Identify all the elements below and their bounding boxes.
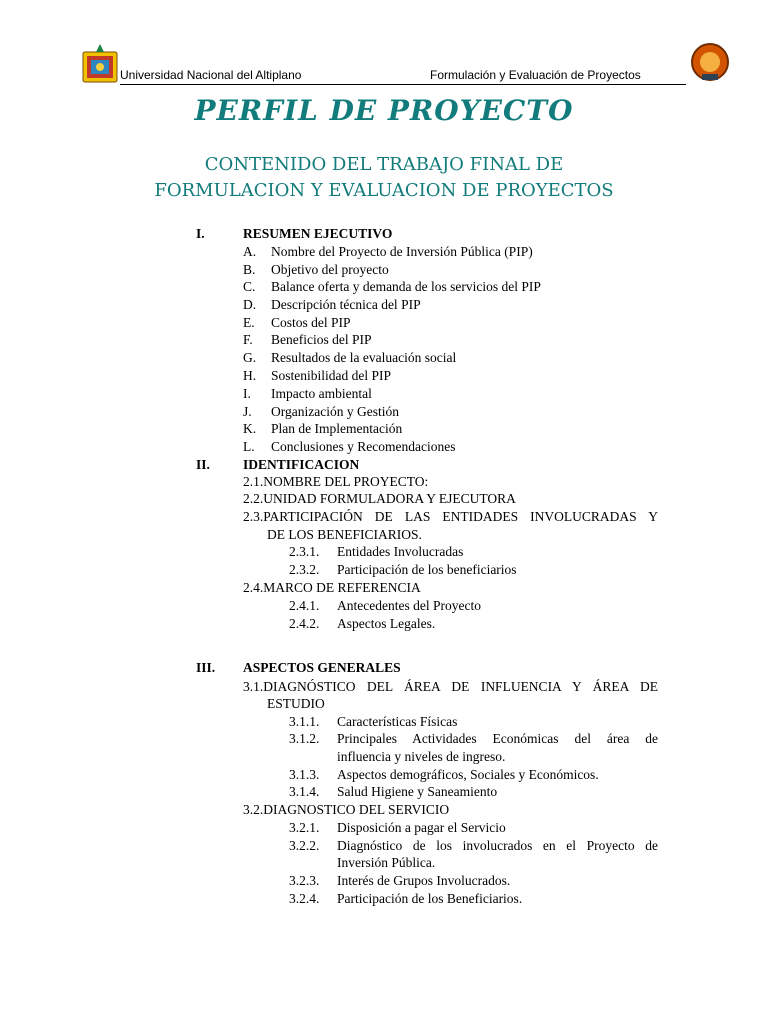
list-item-key: D. [243, 297, 257, 312]
list-item: 2.1.NOMBRE DEL PROYECTO: [243, 474, 429, 489]
page-subtitle [100, 152, 668, 204]
list-item: Objetivo del proyecto [271, 262, 389, 277]
section-number: I. [196, 226, 205, 241]
list-item-continuation: ESTUDIO [267, 696, 325, 711]
list-item: Costos del PIP [271, 315, 351, 330]
sub-item-continuation: influencia y niveles de ingreso. [337, 749, 506, 764]
list-item-key: H. [243, 368, 257, 383]
section-number: III. [196, 660, 216, 675]
sub-item: Disposición a pagar el Servicio [337, 820, 506, 835]
sub-item: Aspectos demográficos, Sociales y Económicos. [337, 767, 599, 782]
list-item: Balance oferta y demanda de los servicios del PIP [271, 279, 541, 294]
list-item-key: A. [243, 244, 257, 259]
header-rule [120, 84, 686, 85]
list-item: Impacto ambiental [271, 386, 372, 401]
list-item-key: I. [243, 386, 251, 401]
list-item: 2.4.MARCO DE REFERENCIA [243, 580, 421, 595]
list-item: 2.2.UNIDAD FORMULADORA Y EJECUTORA [243, 491, 516, 506]
list-item-key: E. [243, 315, 255, 330]
sub-item: Entidades Involucradas [337, 544, 464, 559]
page-header [80, 38, 740, 88]
sub-item-key: 2.3.2. [289, 562, 320, 577]
sub-item-key: 3.2.4. [289, 891, 320, 906]
subtitle-line-2: FORMULACION Y EVALUACION DE PROYECTOS [154, 180, 614, 201]
sub-item: Participación de los Beneficiarios. [337, 891, 523, 906]
section-number: II. [196, 457, 210, 472]
header-course: Formulación y Evaluación de Proyectos [430, 68, 641, 82]
sub-item-key: 3.1.2. [289, 731, 320, 746]
list-item: Nombre del Proyecto de Inversión Pública (PIP) [271, 244, 533, 259]
list-item: Beneficios del PIP [271, 332, 372, 347]
sub-item: Salud Higiene y Saneamiento [337, 784, 498, 799]
university-crest-logo [80, 42, 120, 84]
sub-item: Diagnóstico de los involucrados en el Proyecto de [337, 838, 658, 853]
list-item: Descripción técnica del PIP [271, 297, 421, 312]
faculty-logo [688, 40, 732, 84]
list-item: 3.2.DIAGNOSTICO DEL SERVICIO [243, 802, 450, 817]
page-title: PERFIL DE PROYECTO [194, 94, 574, 127]
list-item-key: F. [243, 332, 253, 347]
sub-item-key: 3.2.3. [289, 873, 320, 888]
list-item: Organización y Gestión [271, 404, 399, 419]
list-item: Conclusiones y Recomendaciones [271, 439, 456, 454]
sub-item-key: 3.1.4. [289, 784, 320, 799]
list-item-key: B. [243, 262, 256, 277]
sub-item-key: 3.1.1. [289, 714, 320, 729]
list-item-key: G. [243, 350, 257, 365]
sub-item-key: 3.2.1. [289, 820, 320, 835]
header-institution: Universidad Nacional del Altiplano [120, 68, 302, 82]
sub-item: Antecedentes del Proyecto [337, 598, 481, 613]
list-item-key: L. [243, 439, 255, 454]
list-item-key: J. [243, 404, 252, 419]
list-item-continuation: DE LOS BENEFICIARIOS. [267, 527, 422, 542]
section-title: IDENTIFICACION [243, 457, 360, 472]
section-title: RESUMEN EJECUTIVO [243, 226, 393, 241]
sub-item-key: 2.3.1. [289, 544, 320, 559]
list-item: 3.1.DIAGNÓSTICO DEL ÁREA DE INFLUENCIA Y ÁREA DE [243, 679, 658, 694]
list-item: Sostenibilidad del PIP [271, 368, 392, 383]
sub-item: Principales Actividades Económicas del área de [337, 731, 658, 746]
list-item-key: K. [243, 421, 257, 436]
sub-item: Participación de los beneficiarios [337, 562, 517, 577]
list-item: 2.3.PARTICIPACIÓN DE LAS ENTIDADES INVOLUCRADAS Y [243, 509, 658, 524]
sub-item-key: 3.2.2. [289, 838, 320, 853]
sub-item-continuation: Inversión Pública. [337, 855, 436, 870]
list-item-key: C. [243, 279, 256, 294]
sub-item-key: 2.4.1. [289, 598, 320, 613]
list-item: Resultados de la evaluación social [271, 350, 457, 365]
sub-item: Aspectos Legales. [337, 616, 436, 631]
sub-item: Interés de Grupos Involucrados. [337, 873, 511, 888]
sub-item: Características Físicas [337, 714, 458, 729]
section-title: ASPECTOS GENERALES [243, 660, 401, 675]
sub-item-key: 2.4.2. [289, 616, 320, 631]
list-item: Plan de Implementación [271, 421, 403, 436]
sub-item-key: 3.1.3. [289, 767, 320, 782]
subtitle-line-1: CONTENIDO DEL TRABAJO FINAL DE [204, 154, 564, 175]
